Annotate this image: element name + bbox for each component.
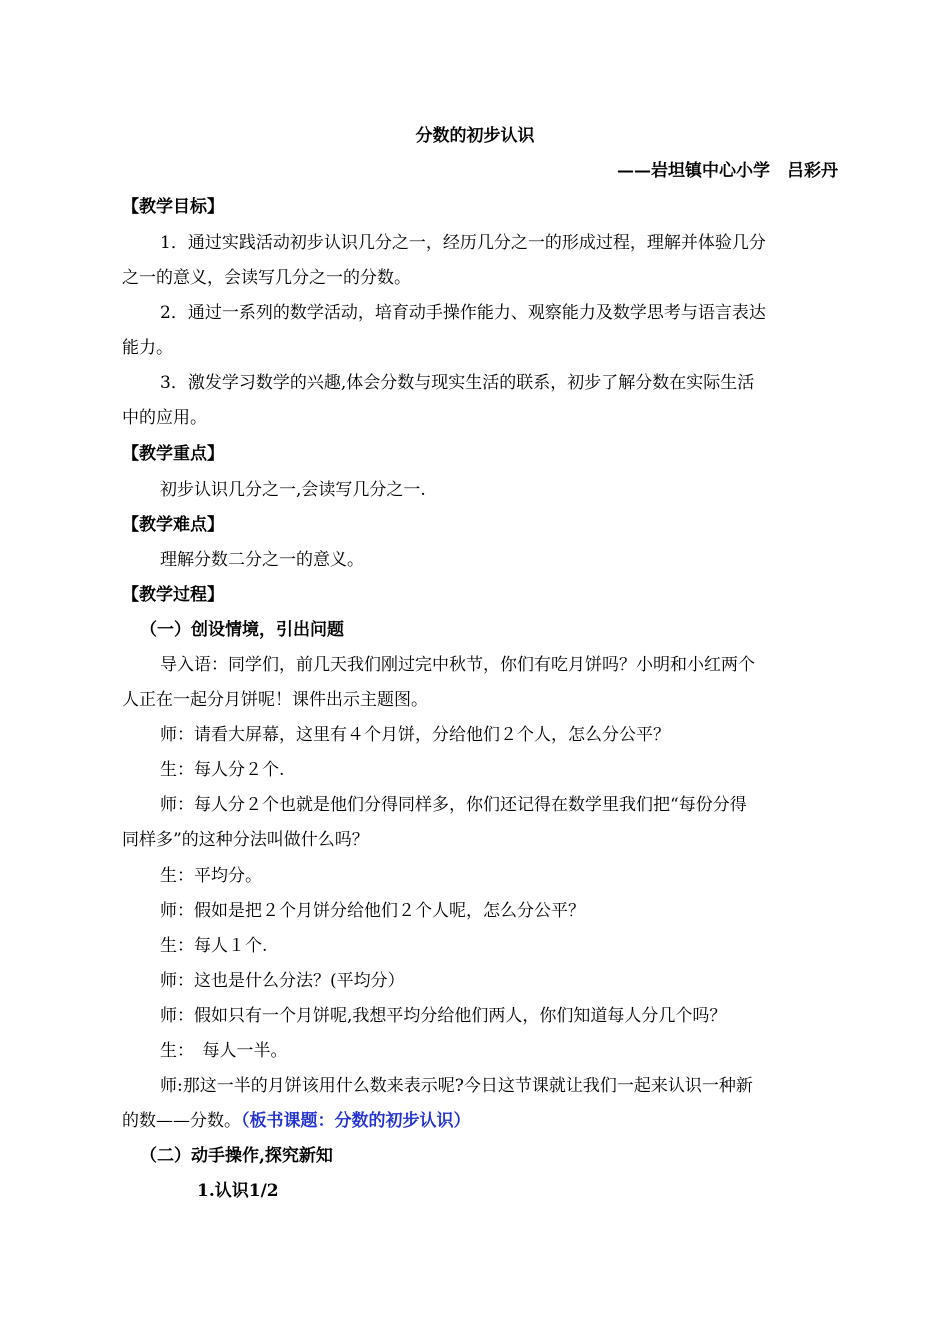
dialog-line: 生：每人分２个. — [160, 760, 285, 780]
dialog-line: 师：假如只有一个月饼呢,我想平均分给他们两人，你们知道每人分几个吗？ — [160, 1006, 727, 1026]
intro-paragraph-cont: 人正在一起分月饼呢！课件出示主题图。 — [122, 690, 428, 710]
dialog-line-cont: 同样多”的这种分法叫做什么吗？ — [122, 830, 369, 850]
section-heading-difficulty: 【教学难点】 — [122, 515, 224, 535]
goal-item-3: 3．激发学习数学的兴趣,体会分数与现实生活的联系，初步了解分数在实际生活 — [160, 373, 755, 393]
dialog-line-cont — [122, 1109, 471, 1133]
difficulty-text: 理解分数二分之一的意义。 — [160, 550, 364, 570]
dialog-line: 生：每人１个. — [160, 936, 268, 956]
dialog-line-cont-text: 的数——分数。 — [122, 1111, 241, 1131]
goal-item-2-cont: 能力。 — [122, 338, 173, 358]
section-heading-focus: 【教学重点】 — [122, 444, 224, 464]
intro-paragraph: 导入语：同学们，前几天我们刚过完中秋节，你们有吃月饼吗？小明和小红两个 — [160, 655, 755, 675]
focus-text: 初步认识几分之一,会读写几分之一. — [160, 480, 426, 500]
dialog-line: 师：这也是什么分法？(平均分） — [160, 971, 405, 991]
section-heading-goals: 【教学目标】 — [122, 197, 224, 217]
section-heading-process: 【教学过程】 — [122, 585, 224, 605]
dialog-line: 师:那这一半的月饼该用什么数来表示呢?今日这节课就让我们一起来认识一种新 — [160, 1076, 753, 1096]
dialog-line: 师：假如是把２个月饼分给他们２个人呢，怎么分公平？ — [160, 901, 585, 921]
author-line: ——岩坦镇中心小学 吕彩丹 — [617, 161, 838, 181]
subsection-heading-1: （一）创设情境，引出问题 — [140, 620, 344, 640]
goal-item-2: 2．通过一系列的数学活动，培育动手操作能力、观察能力及数学思考与语言表达 — [160, 303, 766, 323]
goal-item-1-cont: 之一的意义，会读写几分之一的分数。 — [122, 268, 411, 288]
dialog-line: 师：请看大屏幕，这里有４个月饼，分给他们２个人，怎么分公平？ — [160, 725, 670, 745]
dialog-line: 生： 每人一半。 — [160, 1041, 288, 1061]
board-note: （板书课题：分数的初步认识） — [241, 1111, 471, 1131]
goal-item-1: 1．通过实践活动初步认识几分之一，经历几分之一的形成过程，理解并体验几分 — [160, 233, 766, 253]
dialog-line: 师：每人分２个也就是他们分得同样多，你们还记得在数学里我们把“每份分得 — [160, 795, 747, 815]
document-title: 分数的初步认识 — [415, 126, 535, 146]
goal-item-3-cont: 中的应用。 — [122, 408, 207, 428]
dialog-line: 生：平均分。 — [160, 866, 262, 886]
subsection-heading-2: （二）动手操作,探究新知 — [140, 1146, 333, 1166]
subsection-item-1: 1.认识1/2 — [197, 1181, 279, 1201]
